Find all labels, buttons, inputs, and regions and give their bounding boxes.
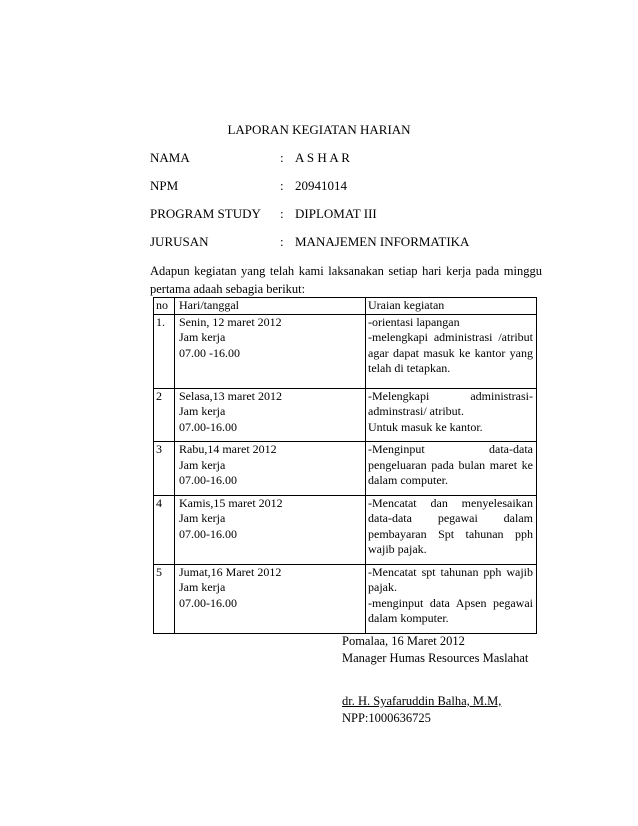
row-work-label: Jam kerja (179, 511, 226, 525)
signature-position: Manager Humas Resources Maslahat (342, 651, 529, 665)
row-description (366, 564, 537, 633)
description-line: -melengkapi administrasi /atribut agar dapat masuk ke kantor yang telah di tetapkan. (368, 330, 533, 375)
field-npm (150, 178, 570, 196)
description-line: Untuk masuk ke kantor. (368, 419, 483, 434)
field-value: MANAJEMEN INFORMATIKA (295, 234, 470, 249)
row-number: 5 (154, 564, 175, 633)
row-description (366, 388, 537, 442)
row-work-label: Jam kerja (179, 457, 226, 472)
row-time: 07.00-16.00 (179, 419, 237, 434)
field-program-study (150, 206, 570, 224)
row-description (366, 314, 537, 388)
table-row (154, 314, 537, 388)
field-value: A S H A R (295, 150, 350, 165)
header-day: Hari/tanggal (175, 298, 366, 315)
row-date: Jumat,16 Maret 2012 (179, 564, 282, 579)
table-row (154, 388, 537, 442)
row-date: Senin, 12 maret 2012 (179, 314, 282, 329)
row-number: 2 (154, 388, 175, 442)
row-work-label: Jam kerja (179, 330, 226, 344)
table-row (154, 442, 537, 496)
activity-table (153, 297, 537, 634)
signature-name: dr. H. Syafaruddin Balha, M.M, (342, 694, 502, 708)
field-colon: : (280, 150, 284, 165)
description-line: -Melengkapi administrasi-adminstrasi/ atribut. (368, 388, 533, 418)
signature-npp: NPP:1000636725 (342, 711, 431, 725)
row-day (175, 388, 366, 442)
row-work-label: Jam kerja (179, 580, 226, 594)
header-no: no (154, 298, 175, 315)
header-description: Uraian kegiatan (366, 298, 537, 315)
field-colon: : (280, 234, 284, 249)
row-day (175, 314, 366, 388)
row-number: 1. (154, 314, 175, 388)
field-nama (150, 150, 570, 168)
row-day (175, 442, 366, 496)
row-time: 07.00 -16.00 (179, 345, 240, 360)
row-number: 3 (154, 442, 175, 496)
field-label: PROGRAM STUDY (150, 206, 261, 221)
row-time: 07.00-16.00 (179, 526, 237, 541)
description-line: -Mencatat dan menyelesaikan data-data pegawai dalam pembayaran Spt tahunan pph wajib pajak. (368, 495, 533, 556)
description-line: -orientasi lapangan (368, 314, 460, 329)
field-value: 20941014 (295, 178, 347, 193)
field-label: JURUSAN (150, 234, 209, 249)
row-date: Kamis,15 maret 2012 (179, 495, 283, 510)
row-time: 07.00-16.00 (179, 473, 237, 487)
field-label: NPM (150, 178, 179, 193)
row-time: 07.00-16.00 (179, 595, 237, 610)
description-line: -Menginput data-data pengeluaran pada bulan maret ke dalam computer. (368, 442, 533, 487)
field-jurusan (150, 234, 570, 252)
table-header-row (154, 298, 537, 315)
field-label: NAMA (150, 150, 190, 165)
document-title: LAPORAN KEGIATAN HARIAN (227, 122, 411, 137)
row-day (175, 495, 366, 564)
row-work-label: Jam kerja (179, 404, 226, 418)
field-value: DIPLOMAT III (295, 206, 377, 221)
field-colon: : (280, 206, 284, 221)
description-line: -Mencatat spt tahunan pph wajib pajak. (368, 564, 533, 594)
row-date: Rabu,14 maret 2012 (179, 442, 277, 456)
row-description (366, 442, 537, 496)
row-number: 4 (154, 495, 175, 564)
row-day (175, 564, 366, 633)
signature-place-date: Pomalaa, 16 Maret 2012 (342, 634, 465, 648)
row-description (366, 495, 537, 564)
table-row (154, 564, 537, 633)
intro-paragraph: Adapun kegiatan yang telah kami laksanakan setiap hari kerja pada minggu pertama adaah sebagia berikut: (150, 264, 542, 296)
description-line: -menginput data Apsen pegawai dalam komputer. (368, 595, 533, 625)
row-date: Selasa,13 maret 2012 (179, 388, 282, 403)
field-colon: : (280, 178, 284, 193)
table-row (154, 495, 537, 564)
